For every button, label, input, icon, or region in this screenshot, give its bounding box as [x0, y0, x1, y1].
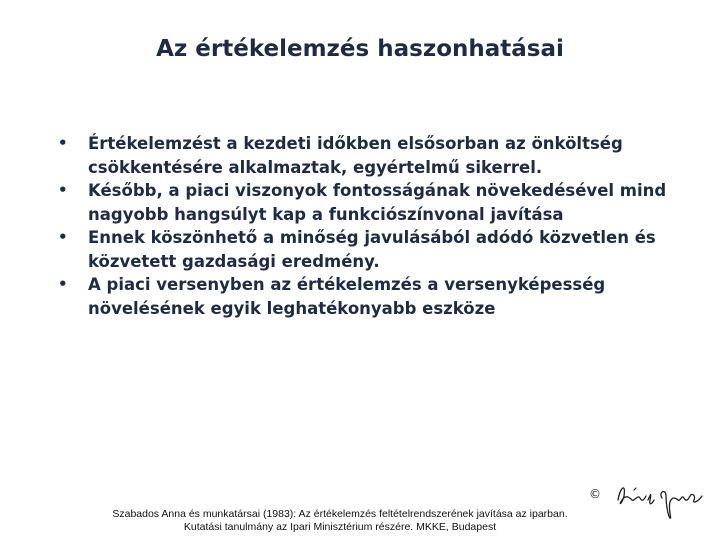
- citation: [80, 508, 600, 534]
- bullet-icon: •: [58, 134, 68, 152]
- bullet-text: Ennek köszönhető a minőség javulásából adódó közvetlen és közvetett gazdasági eredmény.: [88, 228, 656, 271]
- bullet-text: Értékelemzést a kezdeti időkben elsősorban az önköltség csökkentésére alkalmaztak, egyértelmű sikerrel.: [88, 134, 623, 177]
- bullet-item: [52, 132, 692, 179]
- bullet-icon: •: [58, 228, 68, 246]
- copyright-icon: ©: [589, 487, 601, 501]
- citation-line: Szabados Anna és munkatársai (1983): Az értékelemzés feltételrendszerének javítása az iparban.: [112, 508, 568, 520]
- bullet-text: Később, a piaci viszonyok fontosságának növekedésével mind nagyobb hangsúlyt kap a funkciószínvonal javítása: [88, 181, 667, 224]
- bullet-item: [52, 226, 692, 273]
- slide-title: Az értékelemzés haszonhatásai: [156, 36, 564, 62]
- bullet-item: [52, 273, 692, 320]
- citation-line: Kutatási tanulmány az Ipari Minisztérium részére. MKKE, Budapest: [183, 521, 497, 533]
- signature-icon: [612, 470, 708, 522]
- bullet-icon: •: [58, 275, 68, 293]
- bullet-item: [52, 179, 692, 226]
- bullet-icon: •: [58, 181, 68, 199]
- bullet-list: [52, 132, 692, 320]
- bullet-text: A piaci versenyben az értékelemzés a versenyképesség növelésének egyik leghatékonyabb eszköze: [88, 275, 606, 318]
